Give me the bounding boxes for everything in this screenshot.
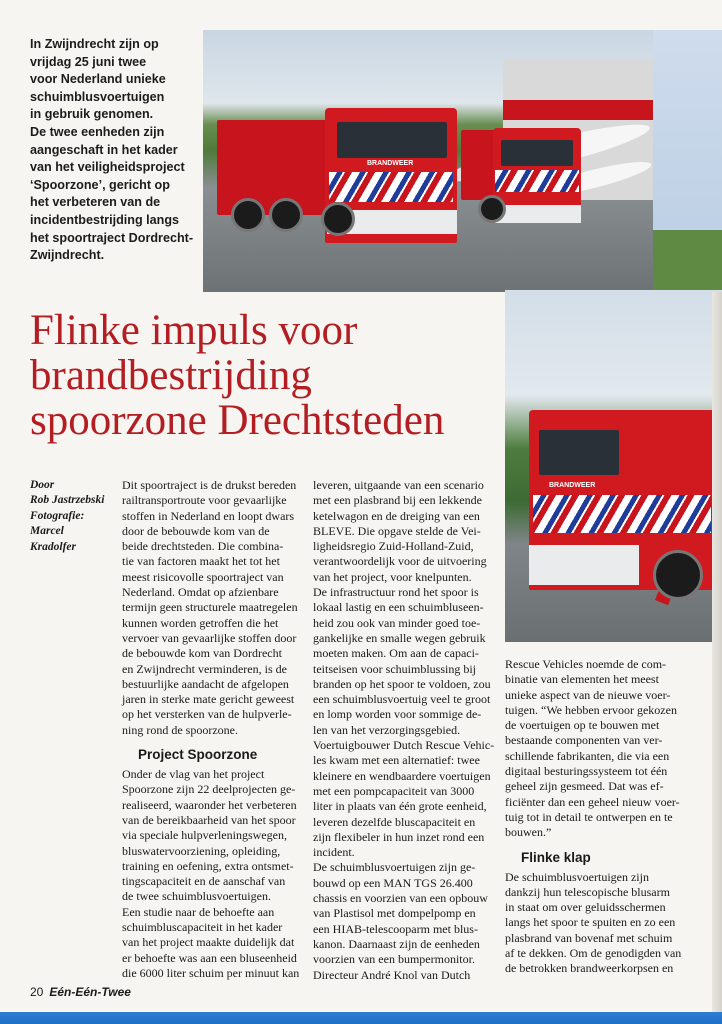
text-line: zijn flexibeler in hun inzet rond een [313, 829, 485, 844]
text-line: tie van factoren maakt het tot het [122, 554, 280, 569]
text-line: Directeur André Knol van Dutch [313, 967, 471, 982]
text-line: er behoefte was aan een bluseenheid [122, 950, 297, 965]
headline-line: spoorzone Drechtsteden [30, 397, 445, 444]
tree-silhouette [653, 230, 722, 292]
building-red-band [503, 100, 653, 120]
text-line: stoffen in Nederland en loopt dwars [122, 508, 295, 523]
article-column-3 [505, 657, 710, 977]
intro-line: het spoortraject Dordrecht- [30, 230, 194, 245]
photo-sky-sliver [653, 30, 722, 292]
rear-truck-stripes [495, 170, 579, 192]
text-line: tuig tot in detail te ontwerpen en te [505, 809, 673, 824]
text-line: de twee schuimblusvoertuigen. [122, 889, 271, 904]
intro-line: in gebruik genomen. [30, 107, 154, 122]
text-line: een schuimblusvoertuig veel te groot [313, 692, 491, 707]
credit-line: Marcel [30, 525, 64, 538]
text-line: gankelijke en smalle wegen gebruik [313, 630, 486, 645]
text-line: de bebouwde kom van Dordrecht [122, 646, 282, 661]
text-line: Dit spoortraject is de drukst bereden [122, 478, 297, 492]
text-line: Een studie naar de behoefte aan [122, 904, 275, 919]
text-line: incident. [313, 845, 355, 860]
text-line: len van het verzorgingsgebied. [313, 722, 461, 737]
magazine-name: Eén-Eén-Twee [49, 985, 131, 999]
rear-truck-wheel [478, 195, 506, 223]
text-line: liter in plaats van één grote eenheid, [313, 799, 487, 814]
page-number: 20 [30, 985, 44, 999]
headline [30, 308, 510, 443]
credit-line: Fotografie: [30, 509, 85, 522]
front-truck-stripes [329, 172, 453, 202]
text-line: Nederland. Omdat op afzienbare [122, 585, 279, 600]
text-line: jaren in sterke mate gericht geweest [122, 692, 295, 707]
text-line: bestuurlijke aandacht de afgelopen [122, 676, 289, 691]
text-line: tuigen. “We hebben ervoor gekozen [505, 702, 677, 717]
text-line: van het project maakte duidelijk dat [122, 935, 295, 950]
text-line: ketelwagon en de dreiging van een [313, 508, 480, 523]
intro-line: incidentbestrijding langs [30, 212, 180, 227]
text-line: les kwam met een alternatief: twee [313, 753, 480, 768]
text-line: tingscapaciteit en de aanschaf van [122, 874, 286, 889]
text-line: dankzij hun telescopische blusarm [505, 884, 670, 899]
text-line: De schuimblusvoertuigen zijn ge- [313, 860, 476, 875]
arm-truck-bumper [529, 545, 639, 585]
text-line: kanon. Daarnaast zijn de eenheden [313, 936, 480, 951]
text-line: de betrokken brandweerkorpsen en [505, 961, 674, 976]
subhead-project-spoorzone: Project Spoorzone [138, 747, 258, 763]
text-line: bluswatervoorziening, opleiding, [122, 843, 281, 858]
article-column-2 [313, 478, 501, 983]
text-line: chassis en voorzien van een opbouw [313, 891, 488, 906]
photo-fire-trucks-spraying [203, 30, 653, 292]
text-line: langs het spoor te spuiten en zo een [505, 915, 676, 930]
text-line: af te dekken. Om de genodigden van [505, 946, 682, 961]
text-line: railtransportroute voor gevaarlijke [122, 493, 287, 508]
arm-truck-label: BRANDWEER [549, 482, 596, 489]
front-truck-windshield [337, 122, 447, 158]
column-1-paragraph-2 [122, 767, 305, 981]
article-credits [30, 478, 110, 555]
text-line: die 6000 liter schuim per minuut kan [122, 965, 300, 980]
rear-truck-windshield [501, 140, 573, 166]
text-line: termijn geen structurele maatregelen [122, 600, 298, 615]
text-line: schillende fabrikanten, die via een [505, 748, 670, 763]
text-line: van Plastisol met dompelpomp en [313, 906, 476, 921]
text-line: teitseisen voor schuimblussing bij [313, 661, 476, 676]
text-line: verantwoordelijk voor de uitvoering [313, 554, 487, 569]
text-line: ligheidsregio Zuid-Holland-Zuid, [313, 539, 474, 554]
article-column-1 [122, 478, 305, 981]
text-line: Rescue Vehicles noemde de com- [505, 657, 667, 671]
text-line: geheel zijn gesmeed. Dat was ef- [505, 779, 664, 794]
intro-line: voor Nederland unieke [30, 72, 166, 87]
headline-line: brandbestrijding [30, 352, 312, 399]
text-line: door de bebouwde kom van de [122, 523, 270, 538]
text-line: voorzien van een bumpermonitor. [313, 952, 475, 967]
arm-truck-wheel [653, 550, 703, 600]
credit-line: Rob Jastrzebski [30, 494, 105, 507]
text-line: De schuimblusvoertuigen zijn [505, 869, 649, 884]
intro-line: het verbeteren van de [30, 195, 161, 210]
text-line: unieke aspect van de nieuwe voer- [505, 687, 671, 702]
intro-line: van het veiligheidsproject [30, 160, 185, 175]
arm-truck-stripes [533, 495, 711, 533]
text-line: vervoer van gevaarlijke stoffen door [122, 630, 297, 645]
credit-line: Kradolfer [30, 540, 76, 553]
column-3-paragraph-2 [505, 870, 710, 977]
text-line: kleinere en wendbaardere voertuigen [313, 768, 491, 783]
text-line: plasbrand van bovenaf met schuim [505, 930, 673, 945]
text-line: Spoorzone zijn 22 deelprojecten ge- [122, 782, 296, 797]
text-line: beide drechtsteden. Die combina- [122, 539, 284, 554]
text-line: schuimbluscapaciteit in het kader [122, 920, 283, 935]
intro-text [30, 36, 202, 265]
text-line: de voertuigen op te bouwen met [505, 718, 660, 733]
column-1-paragraph-1 [122, 478, 305, 738]
text-line: meest risicovolle spoortraject van [122, 569, 284, 584]
text-line: Voertuigbouwer Dutch Rescue Vehic- [313, 738, 495, 753]
text-line: leveren, uitgaande van een scenario [313, 478, 484, 492]
text-line: BLEVE. Die opgave stelde de Vei- [313, 523, 481, 538]
intro-line: ‘Spoorzone’, gericht op [30, 177, 170, 192]
text-line: heid zou ook van minder goed toe- [313, 615, 481, 630]
intro-line: In Zwijndrecht zijn op [30, 37, 159, 51]
front-truck-label: BRANDWEER [367, 160, 414, 167]
text-line: bouwd op een MAN TGS 26.400 [313, 875, 473, 890]
front-truck-wheel-1 [231, 198, 265, 232]
text-line: De infrastructuur rond het spoor is [313, 585, 479, 600]
text-line: branden op het spoor te voldoen, zou [313, 676, 491, 691]
text-line: moeten maken. Om aan de capaci- [313, 646, 479, 661]
text-line: bestaande componenten van ver- [505, 733, 663, 748]
intro-line: De twee eenheden zijn [30, 124, 165, 139]
intro-line: aangeschaft in het kader [30, 142, 178, 157]
intro-line: schuimblusvoertuigen [30, 89, 165, 104]
text-line: digitaal besturingssysteem tot één [505, 764, 668, 779]
headline-line: Flinke impuls voor [30, 307, 358, 354]
text-line: een HIAB-telescooparm met blus- [313, 921, 478, 936]
text-line: realiseerd, waaronder het verbeteren [122, 797, 297, 812]
text-line: in staat om over geluidsschermen [505, 900, 666, 915]
text-line: training en oefening, extra ontsmet- [122, 858, 294, 873]
text-line: Onder de vlag van het project [122, 767, 265, 782]
front-truck-wheel-3 [321, 202, 355, 236]
bottom-color-bar [0, 1012, 722, 1024]
front-truck-wheel-2 [269, 198, 303, 232]
rear-truck-bumper [495, 205, 581, 223]
credit-line: Door [30, 479, 55, 491]
text-line: kunnen worden getroffen die het [122, 615, 279, 630]
column-3-paragraph-1 [505, 657, 710, 841]
text-line: met een plasbrand bij een lekkende [313, 493, 482, 508]
page-edge [712, 292, 722, 1012]
text-line: op het versterken van de hulpverle- [122, 707, 292, 722]
photo-truck-telescopic-arm [505, 290, 722, 642]
page-footer [30, 985, 131, 999]
text-line: en Zwijndrecht verminderen, is de [122, 661, 287, 676]
intro-line: Zwijndrecht. [30, 248, 105, 263]
text-line: en lomp worden voor sommige de- [313, 707, 482, 722]
text-line: bouwen.” [505, 825, 552, 840]
column-2-text [313, 478, 501, 983]
text-line: van de bereikbaarheid van het spoor [122, 812, 296, 827]
text-line: leveren dezelfde bluscapaciteit en [313, 814, 476, 829]
subhead-flinke-klap: Flinke klap [521, 849, 591, 865]
arm-truck-windshield [539, 430, 619, 475]
text-line: lokaal lastig en een schuimbluseen- [313, 600, 484, 615]
text-line: van het project, voor knelpunten. [313, 569, 472, 584]
text-line: binatie van elementen het meest [505, 672, 659, 687]
text-line: ning rond de spoorzone. [122, 722, 238, 737]
text-line: ficiënter dan een geheel nieuw voer- [505, 794, 680, 809]
text-line: via speciale hulpverleningswegen, [122, 828, 287, 843]
intro-line: vrijdag 25 juni twee [30, 54, 147, 69]
text-line: met een pompcapaciteit van 3000 [313, 783, 475, 798]
